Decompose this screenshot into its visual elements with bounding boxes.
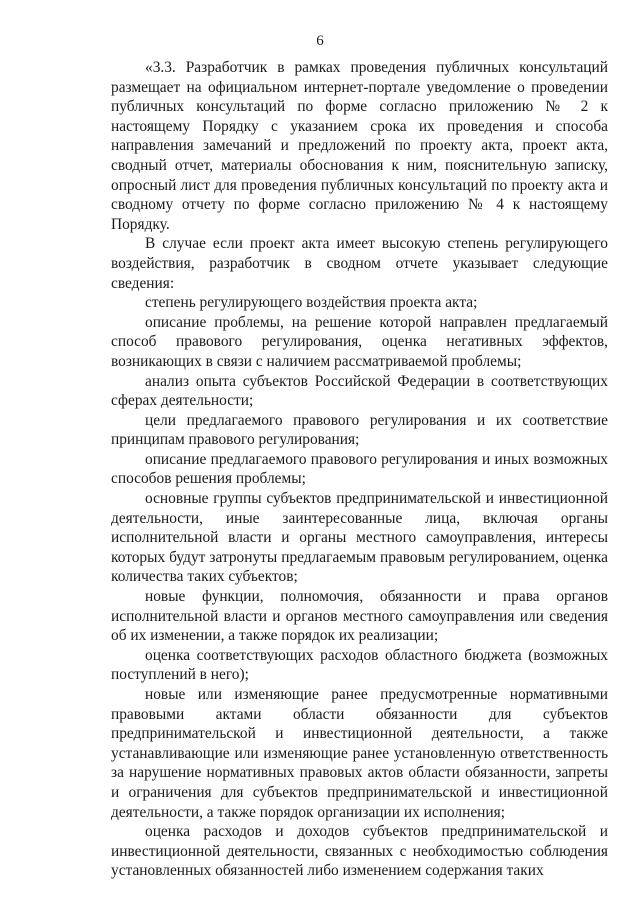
list-item-impact-degree: степень регулирующего воздействия проекта акта; [145,294,478,312]
list-item-budget-assessment: оценка соответствующих расходов областного бюджета (возможных поступлений в него); [111,646,608,684]
document-body [111,58,608,881]
list-item-new-functions: новые функции, полномочия, обязанности и права органов исполнительной власти и органов местного самоуправления или сведения об их изменении, а также порядок их реализации; [111,588,608,645]
list-item-affected-groups: основные группы субъектов предпринимательской и инвестиционной деятельности, иные заинтересованные лица, включая органы исполнительной власти и органы местного самоуправления, интересы которых будут затронуты предлагаемым правовым регулированием, оценка количества таких субъектов; [111,490,608,586]
paragraph-high-impact-intro: В случае если проект акта имеет высокую степень регулирующего воздействия, разработчик в сводном отчете указывает следующие сведения: [111,235,608,292]
list-item-problem-description: описание проблемы, на решение которой направлен предлагаемый способ правового регулирования, оценка негативных эффектов, возникающих в связи с наличием рассматриваемой проблемы; [111,313,608,370]
list-item-regional-experience: анализ опыта субъектов Российской Федерации в соответствующих сферах деятельности; [111,372,608,410]
list-item-regulation-goals: цели предлагаемого правового регулирования и их соответствие принципам правового регулирования; [111,411,608,449]
list-item-regulation-description: описание предлагаемого правового регулирования и иных возможных способов решения проблемы; [111,450,608,488]
list-item-new-obligations: новые или изменяющие ранее предусмотренные нормативными правовыми актами области обязанности для субъектов предпринимательской и инвестиционной деятельности, а также устанавливающие или изменяющие ранее установленную ответственность за нарушение нормативных правовых актов области обязанности, запреты и ограничения для субъектов предпринимательской и инвестиционной деятельности, а также порядок организации их исполнения; [111,686,608,821]
page-number: 6 [316,33,324,49]
list-item-costs-revenues: оценка расходов и доходов субъектов предпринимательской и инвестиционной деятельности, связанных с необходимостью соблюдения установленных обязанностей либо изменением содержания таких [111,823,608,880]
paragraph-3-3: «3.3. Разработчик в рамках проведения публичных консультаций размещает на официальном интернет-портале уведомление о проведении публичных консультаций по форме согласно приложению № 2 к настоящему Порядку с указанием срока их проведения и способа направления замечаний и предложений по проекту акта, проект акта, сводный отчет, материалы обоснования к ним, пояснительную записку, опросный лист для проведения публичных консультаций по проекту акта и сводному отчету по форме согласно приложению № 4 к настоящему Порядку. [111,59,608,233]
